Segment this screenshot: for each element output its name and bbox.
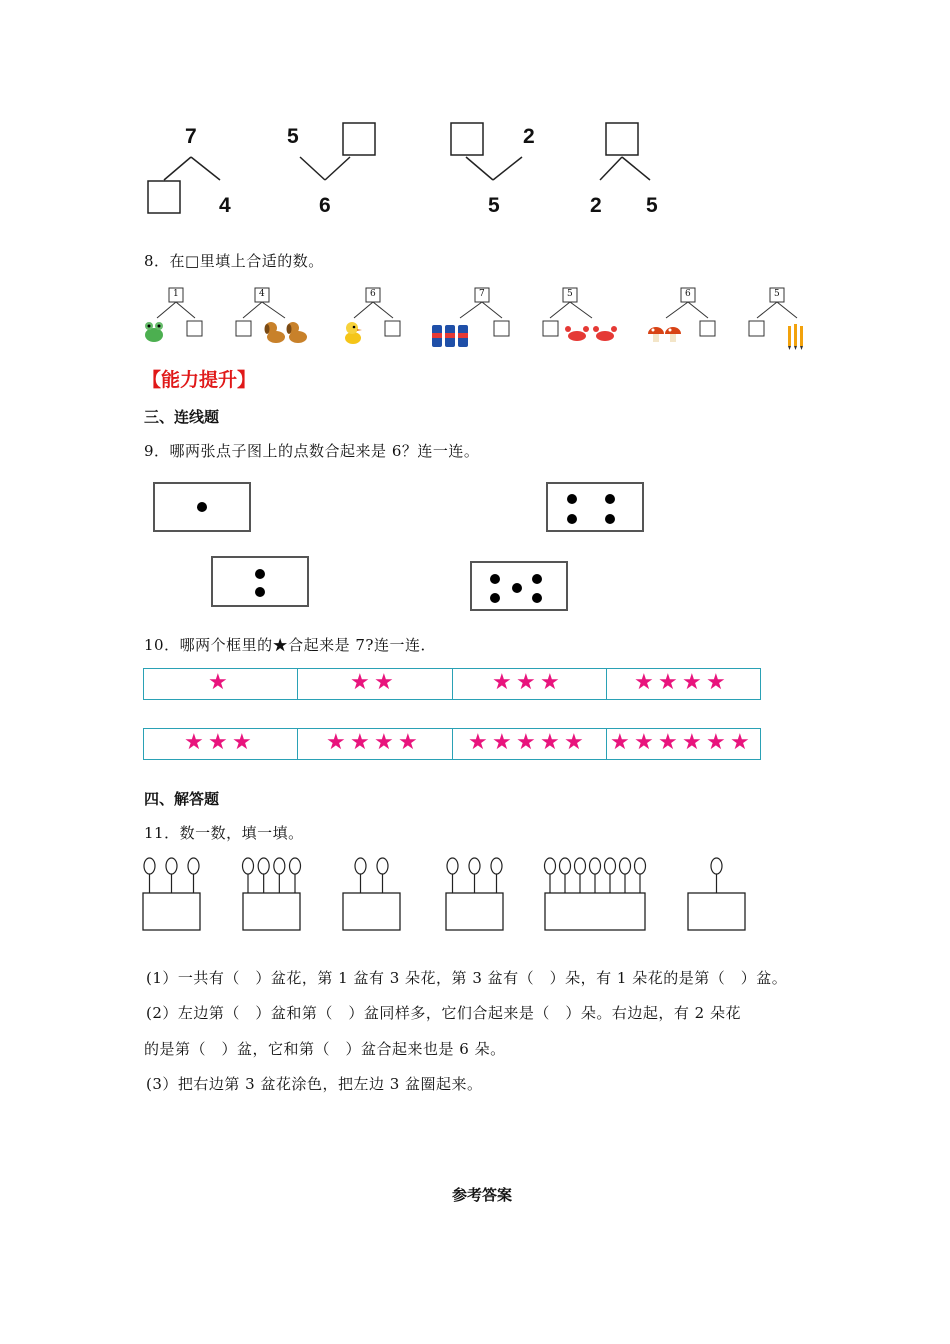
- star-icon: ★: [706, 730, 726, 755]
- crab-icon: [565, 326, 617, 341]
- flower-icon: [590, 858, 601, 874]
- pot: [243, 893, 300, 930]
- flower-pot[interactable]: [545, 858, 646, 930]
- star-icon: ★: [492, 730, 512, 755]
- star-icon: ★: [564, 730, 584, 755]
- dot: [605, 494, 615, 504]
- q8-total: 7: [479, 289, 485, 299]
- question-8: 8．在□里填上合适的数。: [144, 252, 324, 270]
- star-icon: ★: [516, 730, 536, 755]
- flower-icon: [274, 858, 285, 874]
- flower-icon: [711, 858, 722, 874]
- star-icon: ★: [326, 730, 346, 755]
- star-icon: ★: [350, 730, 370, 755]
- q11-part-2b: 的是第（ ）盆，它和第（ ）盆合起来也是 6 朵。: [144, 1040, 506, 1058]
- flower-pot[interactable]: [243, 858, 301, 930]
- pot: [143, 893, 200, 930]
- star-icon: ★: [634, 670, 654, 695]
- flower-pot[interactable]: [688, 858, 745, 930]
- dot-card-2[interactable]: [211, 556, 309, 607]
- dot: [567, 494, 577, 504]
- flower-icon: [355, 858, 366, 874]
- q8-total: 6: [685, 289, 691, 299]
- flower-icon: [290, 858, 301, 874]
- flower-icon: [166, 858, 177, 874]
- pot: [343, 893, 400, 930]
- star-icon: ★: [540, 730, 560, 755]
- star-icon: ★: [374, 670, 394, 695]
- star-icon: ★: [184, 730, 204, 755]
- flower-icon: [620, 858, 631, 874]
- q8-total: 5: [567, 289, 573, 299]
- dot: [197, 502, 207, 512]
- star-icon: ★: [730, 730, 750, 755]
- star-icon: ★: [398, 730, 418, 755]
- star-icon: ★: [658, 670, 678, 695]
- q8-total: 4: [259, 289, 265, 299]
- star-icon: ★: [516, 670, 536, 695]
- star-icon: ★: [208, 670, 228, 695]
- flower-icon: [188, 858, 199, 874]
- star-icon: ★: [682, 730, 702, 755]
- q11-part-3: (3）把右边第 3 盆花涂色，把左边 3 盆圈起来。: [146, 1075, 483, 1093]
- q11-part-2a: (2）左边第（ ）盆和第（ ）盆同样多，它们合起来是（ ）朵。右边起，有 2 朵花: [146, 1004, 741, 1022]
- tree-number: 7: [185, 125, 197, 148]
- answer-box: [606, 123, 638, 155]
- dot: [490, 574, 500, 584]
- tree-number: 2: [590, 194, 602, 217]
- star-icon: ★: [208, 730, 228, 755]
- answer-box: [343, 123, 375, 155]
- dot: [490, 593, 500, 603]
- mushroom-icon: [648, 327, 681, 342]
- tree-number: 4: [219, 194, 231, 217]
- answer-box: [148, 181, 180, 213]
- flower-icon: [258, 858, 269, 874]
- dot: [512, 583, 522, 593]
- dot-card-4[interactable]: [546, 482, 644, 532]
- tree-number: 6: [319, 194, 331, 217]
- q11-part-1: (1）一共有（ ）盆花，第 1 盆有 3 朵花，第 3 盆有（ ）朵，有 1 朵花的是第（ ）盆。: [146, 969, 788, 987]
- dot: [532, 593, 542, 603]
- dog-icon: [265, 322, 308, 343]
- flower-icon: [447, 858, 458, 874]
- question-10: 10．哪两个框里的★合起来是 7?连一连．: [144, 636, 436, 654]
- dot: [532, 574, 542, 584]
- flower-icon: [560, 858, 571, 874]
- star-icon: ★: [232, 730, 252, 755]
- tree-number: 5: [646, 194, 658, 217]
- dot: [605, 514, 615, 524]
- section-ability-heading: 【能力提升】: [142, 369, 257, 391]
- flower-icon: [491, 858, 502, 874]
- soda-can-icon: [432, 325, 468, 347]
- dot: [255, 569, 265, 579]
- q8-tree-lines: [0, 280, 950, 355]
- answer-box: [451, 123, 483, 155]
- flower-icon: [469, 858, 480, 874]
- dot: [567, 514, 577, 524]
- flower-icon: [605, 858, 616, 874]
- question-11: 11．数一数，填一填。: [144, 824, 304, 842]
- tree-number: 5: [488, 194, 500, 217]
- flower-pots: [0, 850, 950, 940]
- star-icon: ★: [492, 670, 512, 695]
- star-icon: ★: [468, 730, 488, 755]
- answer-title: 参考答案: [452, 1186, 513, 1204]
- section-3-heading: 三、连线题: [144, 408, 220, 426]
- dot-card-5[interactable]: [470, 561, 568, 611]
- flower-pot[interactable]: [143, 858, 200, 930]
- flower-pot[interactable]: [446, 858, 503, 930]
- star-icon: ★: [610, 730, 630, 755]
- flower-icon: [635, 858, 646, 874]
- pot: [688, 893, 745, 930]
- pencil-icon: [788, 324, 803, 350]
- q8-total: 5: [774, 289, 780, 299]
- star-icon: ★: [658, 730, 678, 755]
- chick-icon: [345, 322, 362, 344]
- tree-lines: [0, 0, 950, 230]
- flower-icon: [243, 858, 254, 874]
- star-icon: ★: [706, 670, 726, 695]
- q8-total: 6: [370, 289, 376, 299]
- star-icon: ★: [540, 670, 560, 695]
- question-9: 9．哪两张点子图上的点数合起来是 6？连一连。: [144, 442, 480, 460]
- section-4-heading: 四、解答题: [144, 790, 220, 808]
- tree-number: 2: [523, 125, 535, 148]
- star-icon: ★: [634, 730, 654, 755]
- star-icon: ★: [350, 670, 370, 695]
- flower-icon: [545, 858, 556, 874]
- flower-icon: [144, 858, 155, 874]
- pot: [446, 893, 503, 930]
- pot: [545, 893, 645, 930]
- flower-icon: [377, 858, 388, 874]
- q8-total: 1: [173, 289, 179, 299]
- dot-card-1[interactable]: [153, 482, 251, 532]
- frog-icon: [145, 322, 163, 342]
- dot: [255, 587, 265, 597]
- flower-pot[interactable]: [343, 858, 400, 930]
- tree-number: 5: [287, 125, 299, 148]
- star-icon: ★: [374, 730, 394, 755]
- star-icon: ★: [682, 670, 702, 695]
- flower-icon: [575, 858, 586, 874]
